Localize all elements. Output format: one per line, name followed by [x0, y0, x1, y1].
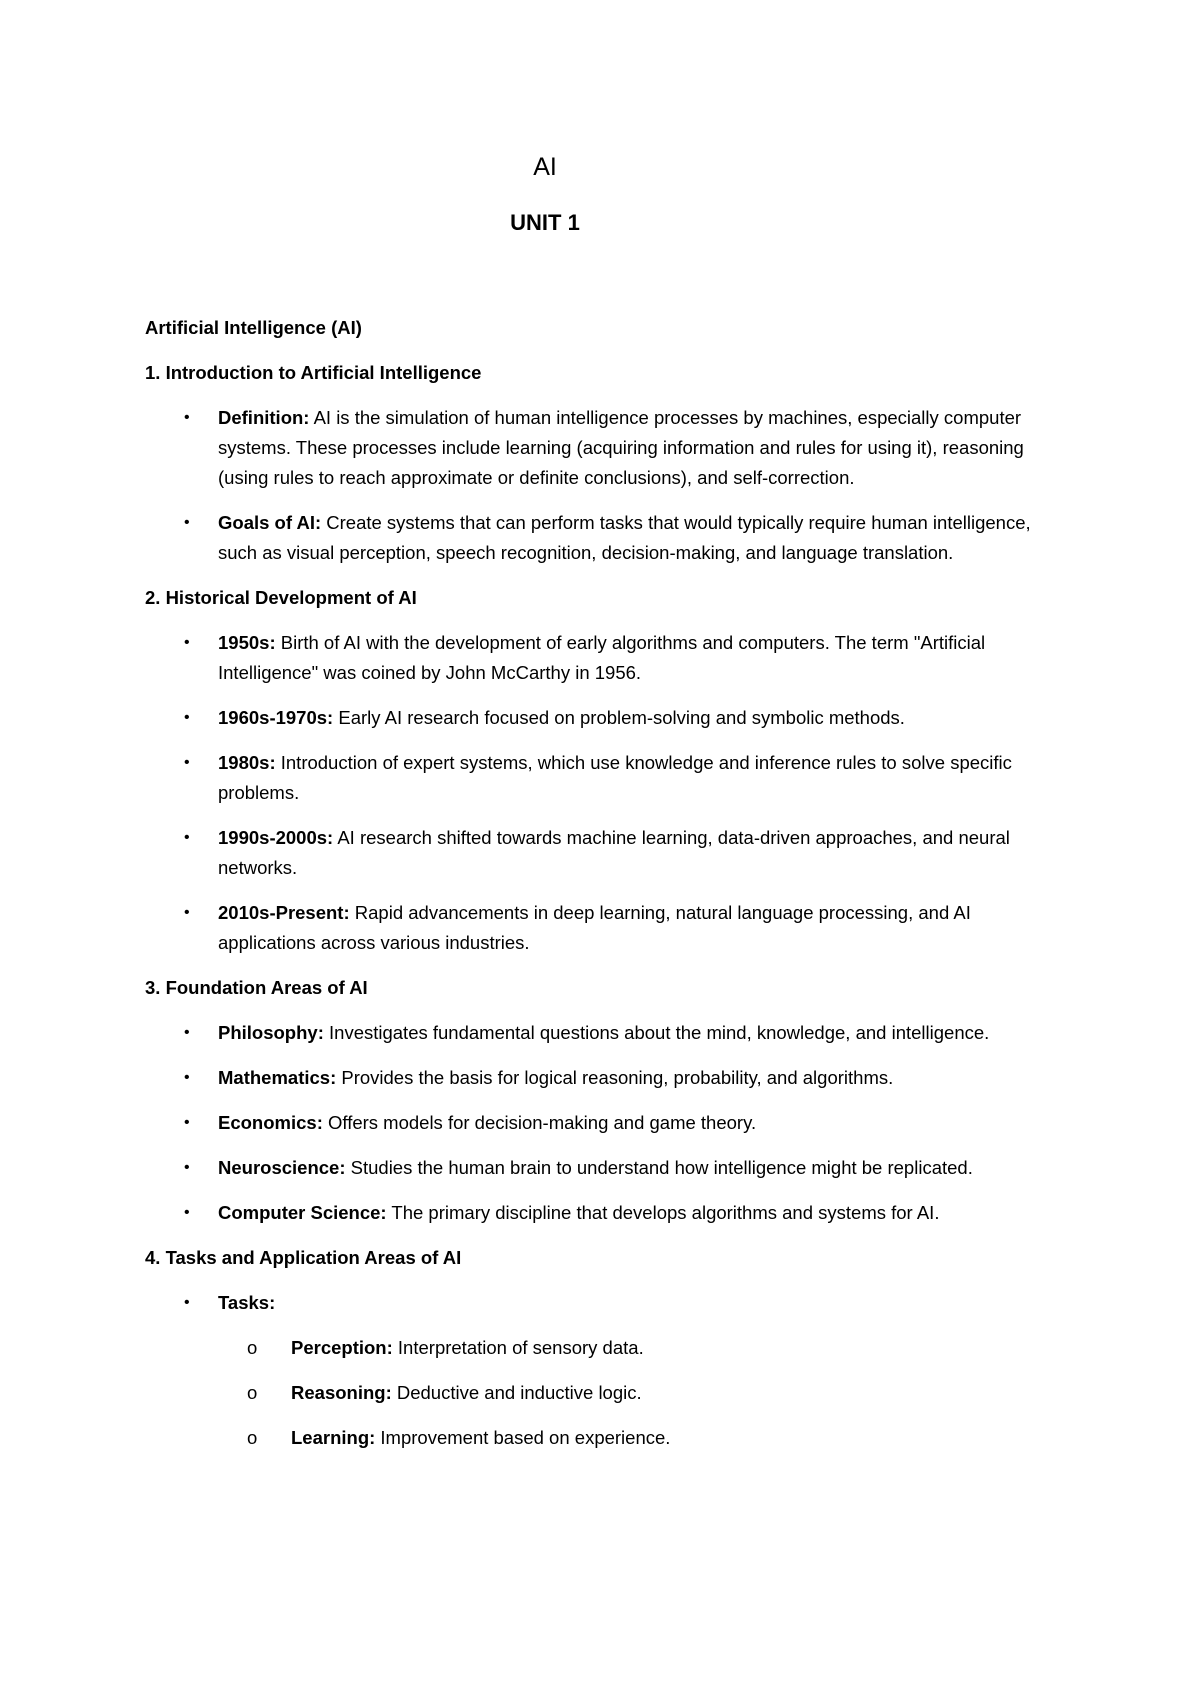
section-heading: 2. Historical Development of AI: [145, 587, 417, 608]
bullet-list: [145, 1288, 1065, 1453]
list-item: [145, 1198, 1065, 1228]
list-item: [145, 403, 1065, 493]
bullet-icon: •: [184, 1159, 190, 1176]
sub-list-item: [218, 1378, 1065, 1408]
item-term: 1960s-1970s:: [218, 707, 334, 728]
bullet-icon: •: [184, 1294, 190, 1311]
item-text: Rapid advancements in deep learning, natural language processing, and AI applications across various industries.: [218, 902, 971, 953]
section-heading: 3. Foundation Areas of AI: [145, 977, 368, 998]
list-item: [145, 1018, 1065, 1048]
item-text: Provides the basis for logical reasoning, probability, and algorithms.: [336, 1067, 894, 1088]
item-text: The primary discipline that develops algorithms and systems for AI.: [386, 1202, 940, 1223]
item-term: Mathematics:: [218, 1067, 337, 1088]
item-term: Economics:: [218, 1112, 323, 1133]
item-text: Create systems that can perform tasks that would typically require human intelligence, such as visual perception, speech recognition, decision-making, and language translation.: [218, 512, 1031, 563]
item-text: Deductive and inductive logic.: [391, 1382, 642, 1403]
bullet-icon: •: [184, 754, 190, 771]
item-text: Investigates fundamental questions about the mind, knowledge, and intelligence.: [323, 1022, 990, 1043]
bullet-icon: •: [184, 1069, 190, 1086]
bullet-icon: •: [184, 709, 190, 726]
sub-bullet-icon: o: [247, 1337, 258, 1358]
sub-list-item: [218, 1423, 1065, 1453]
sub-bullet-icon: o: [247, 1382, 258, 1403]
item-term: Perception:: [291, 1337, 393, 1358]
list-item: [145, 748, 1065, 808]
list-item: [145, 823, 1065, 883]
item-term: Definition:: [218, 407, 310, 428]
item-term: Reasoning:: [291, 1382, 392, 1403]
section-heading: 4. Tasks and Application Areas of AI: [145, 1247, 462, 1268]
bullet-icon: •: [184, 904, 190, 921]
item-text: Improvement based on experience.: [375, 1427, 671, 1448]
item-text: Early AI research focused on problem-solving and symbolic methods.: [333, 707, 905, 728]
bullet-icon: •: [184, 514, 190, 531]
document-title: AI: [533, 153, 557, 181]
item-term: Goals of AI:: [218, 512, 322, 533]
section-heading: 1. Introduction to Artificial Intelligence: [145, 362, 482, 383]
sub-list-item: [218, 1333, 1065, 1363]
list-item: [145, 703, 1065, 733]
sub-bullet-list: [218, 1333, 1065, 1453]
list-item: [145, 1288, 1065, 1453]
document-subtitle: UNIT 1: [510, 210, 580, 235]
item-term: 2010s-Present:: [218, 902, 350, 923]
bullet-icon: •: [184, 1204, 190, 1221]
bullet-icon: •: [184, 634, 190, 651]
item-text: Interpretation of sensory data.: [392, 1337, 644, 1358]
list-item: [145, 1108, 1065, 1138]
item-term: Learning:: [291, 1427, 376, 1448]
item-term: Philosophy:: [218, 1022, 324, 1043]
item-text: Offers models for decision-making and game theory.: [322, 1112, 757, 1133]
item-term: Neuroscience:: [218, 1157, 346, 1178]
item-term: Tasks:: [218, 1292, 276, 1313]
main-heading: Artificial Intelligence (AI): [145, 317, 362, 338]
bullet-list: [145, 628, 1065, 958]
item-text: Introduction of expert systems, which use knowledge and inference rules to solve specific problems.: [218, 752, 1012, 803]
bullet-icon: •: [184, 409, 190, 426]
bullet-list: [145, 1018, 1065, 1228]
list-item: [145, 898, 1065, 958]
item-text: Birth of AI with the development of early algorithms and computers. The term "Artificial Intelligence" was coined by John McCarthy in 1956.: [218, 632, 986, 683]
list-item: [145, 1063, 1065, 1093]
bullet-icon: •: [184, 1024, 190, 1041]
list-item: [145, 628, 1065, 688]
list-item: [145, 508, 1065, 568]
document-body: [145, 313, 1065, 1468]
item-term: 1990s-2000s:: [218, 827, 334, 848]
item-text: Studies the human brain to understand how intelligence might be replicated.: [345, 1157, 973, 1178]
item-text: AI is the simulation of human intelligence processes by machines, especially computer systems. These processes include learning (acquiring information and rules for using it), reasoning (using rules to reach approximate or definite conclusions), and self-correction.: [218, 407, 1024, 488]
item-term: Computer Science:: [218, 1202, 387, 1223]
item-term: 1950s:: [218, 632, 276, 653]
bullet-icon: •: [184, 829, 190, 846]
sub-bullet-icon: o: [247, 1427, 258, 1448]
bullet-list: [145, 403, 1065, 568]
item-text: AI research shifted towards machine learning, data-driven approaches, and neural networks.: [218, 827, 1010, 878]
item-term: 1980s:: [218, 752, 276, 773]
list-item: [145, 1153, 1065, 1183]
bullet-icon: •: [184, 1114, 190, 1131]
